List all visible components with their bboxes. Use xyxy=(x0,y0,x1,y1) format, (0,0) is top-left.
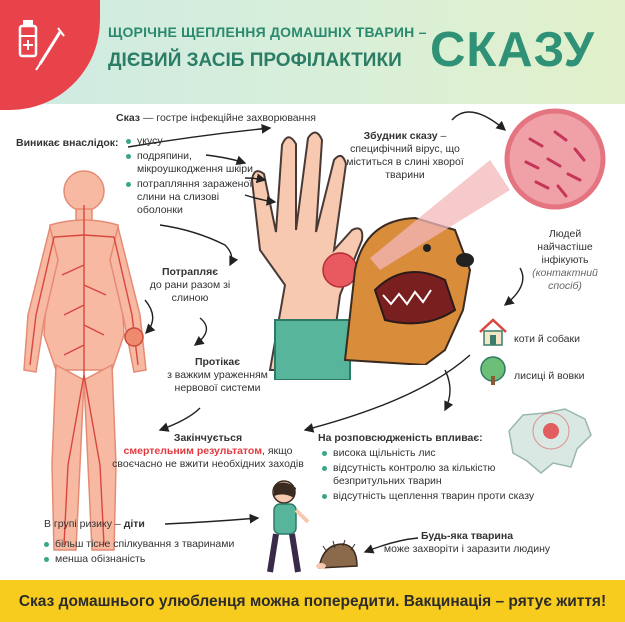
list-item: висока щільність лис xyxy=(322,447,552,460)
list-item: укусу xyxy=(126,135,256,148)
hedgehog-icon xyxy=(315,538,361,576)
spread-list xyxy=(322,447,552,505)
list-item: потрапляння зараженої слини на слизові оболонки xyxy=(126,178,256,217)
title-rabies: СКАЗУ xyxy=(430,23,595,77)
house-icon xyxy=(478,318,508,346)
tree-icon xyxy=(478,356,508,386)
list-item: відсутність щеплення тварин проти сказу xyxy=(322,490,552,503)
virus-magnified-icon xyxy=(500,104,610,214)
causes-list xyxy=(126,135,256,219)
spread-heading: На розповсюдженість впливає: xyxy=(318,432,483,444)
list-item: подряпини, мікроушкодження шкіри xyxy=(126,150,256,176)
ends-text: Закінчується смертельним результатом, якщо своєчасно не вжити необхідних заходів xyxy=(112,432,304,470)
title-line-2: ДІЄВИЙ ЗАСІБ ПРОФІЛАКТИКИ xyxy=(108,50,402,71)
causes-heading: Виникає внаслідок: xyxy=(16,137,119,149)
agent-text: Збудник сказу – специфічний вірус, що міститься в слині хворої тварини xyxy=(346,130,464,181)
enters-text: Потрапляє до рани разом зі слиною xyxy=(149,266,231,304)
risk-heading: В групі ризику – діти xyxy=(44,518,145,530)
risk-list xyxy=(44,538,254,568)
list-item: більш тісне спілкування з тваринами xyxy=(44,538,254,551)
infects-text: Людей найчастіше інфікують (контактний спосіб) xyxy=(532,228,598,292)
any-animal-text: Будь-яка тварина може захворіти і заразити людину xyxy=(383,530,551,555)
infects-wild: лисиці й вовки xyxy=(514,370,585,382)
infects-domestic: коти й собаки xyxy=(514,333,580,345)
list-item: відсутність контролю за кількістю безпритульних тварин xyxy=(322,462,552,488)
title-line-1: ЩОРІЧНЕ ЩЕПЛЕННЯ ДОМАШНІХ ТВАРИН – xyxy=(108,24,427,40)
human-nervous-system-figure xyxy=(14,165,154,570)
list-item: менша обізнаність xyxy=(44,553,254,566)
child-illustration xyxy=(262,478,312,578)
intro-definition: Сказ — гостре інфекційне захворювання xyxy=(116,112,316,124)
vaccine-icon xyxy=(14,14,66,74)
footer-slogan: Сказ домашнього улюбленця можна попередити. Вакцинація – рятує життя! xyxy=(18,593,607,610)
course-text: Протікає з важким ураженням нервової системи xyxy=(167,356,268,394)
